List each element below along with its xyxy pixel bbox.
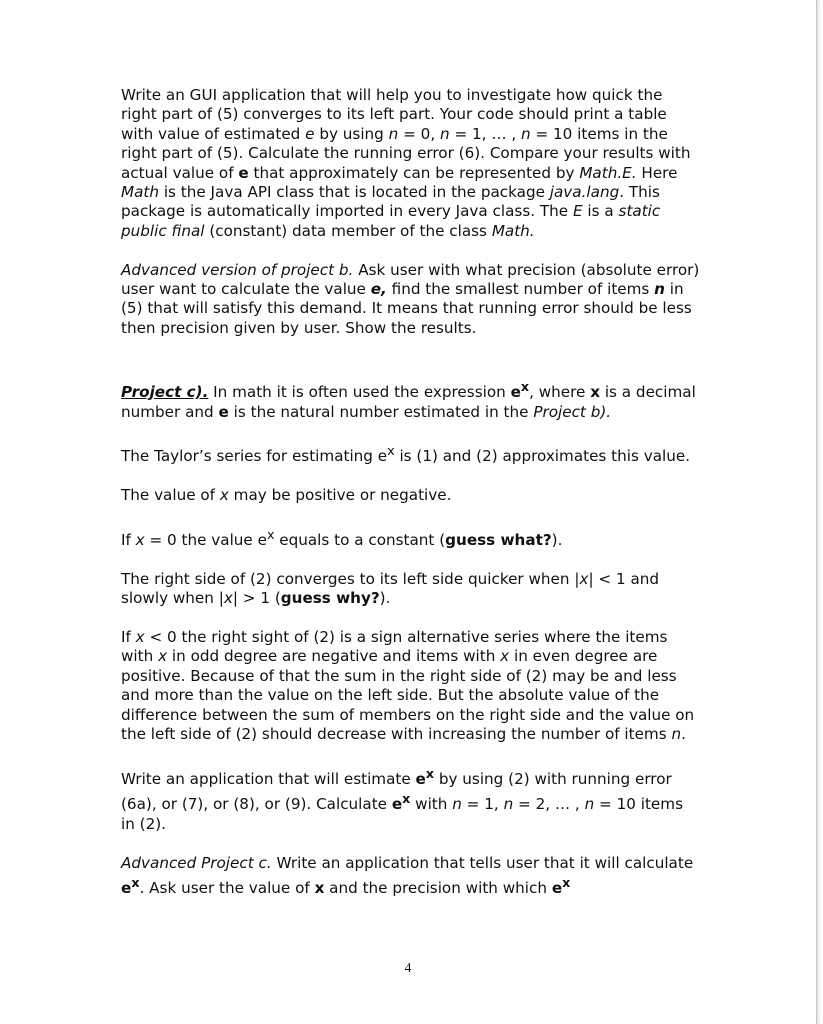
text-run: = 2, … , bbox=[513, 795, 585, 814]
text-run: Write an GUI application that will help you to investigate how quick the right part of (5) converges to its left part. Your code should print a table with value of estimated bbox=[121, 86, 667, 143]
code-math: Math bbox=[121, 183, 159, 202]
guess-why-bold: guess why? bbox=[280, 589, 380, 608]
text-run: . Ask user the value of bbox=[139, 879, 315, 898]
text-run: is a decimal number and bbox=[121, 383, 696, 421]
var-e-bold: e bbox=[121, 879, 132, 898]
text-run: (constant) data member of the class bbox=[204, 221, 492, 240]
text-run: Write an application that will estimate bbox=[121, 769, 416, 788]
var-x: x bbox=[219, 486, 229, 505]
text-run: with bbox=[410, 795, 453, 814]
paragraph-x-zero bbox=[121, 525, 701, 550]
var-x-superscript: x bbox=[425, 765, 435, 781]
code-static-public-final: static public final bbox=[121, 202, 661, 240]
text-run: = 0, bbox=[398, 124, 440, 143]
var-e: e bbox=[305, 124, 315, 143]
text-run: . This package is automatically imported in every Java class. The bbox=[121, 183, 660, 221]
code-math: Math. bbox=[491, 221, 535, 240]
text-run: = 10 items in the right part of (5). Calculate the running error (6). Compare your results with actual value of bbox=[121, 124, 691, 182]
text-run: If bbox=[121, 628, 136, 647]
text-run: and the precision with which bbox=[324, 879, 552, 898]
text-run: , where bbox=[529, 383, 591, 402]
text-run: = 1, bbox=[461, 795, 504, 814]
paragraph-taylor-series bbox=[121, 441, 701, 466]
var-x-superscript: x bbox=[387, 443, 395, 459]
var-x-bold: x bbox=[590, 383, 600, 402]
text-run: is the Java API class that is located in the package bbox=[159, 183, 550, 202]
text-run: = 10 items in (2). bbox=[121, 795, 683, 833]
text-run: by using (2) with running error (6a), or (7), or (8), or (9). Calculate bbox=[121, 769, 672, 814]
var-n: n bbox=[503, 795, 514, 814]
var-n-bold-italic: n bbox=[654, 280, 665, 299]
var-x: x bbox=[223, 589, 233, 608]
var-x-bold: x bbox=[314, 879, 325, 898]
project-b-reference: Project b). bbox=[533, 402, 612, 421]
var-x: x bbox=[135, 628, 145, 647]
var-e-bold: e bbox=[218, 402, 229, 421]
text-run: Ask user with what precision (absolute error) user want to calculate the value bbox=[121, 260, 700, 299]
paragraph-estimate-ex bbox=[121, 764, 701, 834]
text-run: in odd degree are negative and items with bbox=[167, 647, 501, 666]
text-run: | < 1 and slowly when | bbox=[121, 569, 660, 608]
text-run: | > 1 ( bbox=[232, 589, 281, 608]
var-x-superscript: x bbox=[520, 379, 530, 395]
text-run: find the smallest number of items bbox=[386, 280, 655, 299]
text-run: Here bbox=[636, 163, 678, 182]
text-run: The Taylor’s series for estimating e bbox=[121, 447, 388, 466]
var-x-superscript: x bbox=[402, 791, 411, 807]
text-run: = 1, … , bbox=[449, 124, 521, 143]
text-run: is the natural number estimated in the bbox=[228, 402, 534, 421]
code-java-lang: java.lang bbox=[549, 183, 620, 202]
page-content bbox=[121, 86, 701, 898]
project-c-heading: Project c). bbox=[121, 383, 209, 402]
advanced-b-heading: Advanced version of project b. bbox=[121, 260, 354, 279]
text-run: may be positive or negative. bbox=[228, 486, 452, 505]
text-run: If bbox=[121, 531, 136, 550]
var-x: x bbox=[500, 647, 510, 666]
var-n: n bbox=[452, 795, 462, 814]
text-run: that approximately can be represented by bbox=[248, 163, 580, 182]
paragraph-advanced-c bbox=[121, 854, 701, 899]
var-x-superscript: x bbox=[266, 526, 275, 542]
var-e-bold: e bbox=[391, 795, 403, 814]
var-e-bold: e bbox=[551, 879, 563, 898]
code-math-e: Math.E. bbox=[579, 163, 637, 182]
text-run: in (5) that will satisfy this demand. It means that running error should be less then precision given by user. Show the results. bbox=[121, 280, 692, 337]
text-run: Write an application that tells user that it will calculate bbox=[271, 853, 694, 872]
var-n: n bbox=[439, 124, 450, 143]
paragraph-convergence bbox=[121, 570, 701, 609]
paragraph-value-of-x bbox=[121, 486, 701, 505]
text-run: The value of bbox=[121, 486, 220, 505]
var-x-superscript: x bbox=[562, 875, 571, 891]
page-number: 4 bbox=[404, 960, 412, 975]
text-run: in even degree are positive. Because of that the sum in the right side of (2) may be and less and more than the value on the left side. But the absolute value of the difference between the sum of members on the right side and the value on the left side of (2) should decrease with increasing the number of items bbox=[121, 647, 695, 744]
text-run: by using bbox=[314, 124, 389, 143]
paragraph-alternating-series bbox=[121, 628, 701, 744]
var-n: n bbox=[671, 725, 682, 744]
var-e-bold-italic: e, bbox=[370, 280, 387, 299]
var-n: n bbox=[521, 124, 531, 143]
text-run: is a bbox=[582, 202, 619, 221]
paragraph-project-c bbox=[121, 377, 701, 422]
var-e-bold: e bbox=[238, 163, 249, 182]
text-run: < 0 the right sight of (2) is a sign alternative series where the items with bbox=[121, 628, 668, 666]
paragraph-gui-application bbox=[121, 86, 701, 241]
var-x-superscript: x bbox=[131, 875, 140, 891]
text-run: . bbox=[681, 725, 686, 744]
text-run: ). bbox=[551, 531, 563, 550]
text-run: is (1) and (2) approximates this value. bbox=[394, 447, 691, 466]
text-run: = 0 the value e bbox=[144, 531, 267, 550]
text-run: The right side of (2) converges to its left side quicker when | bbox=[121, 569, 580, 588]
var-x: x bbox=[158, 647, 168, 666]
var-n: n bbox=[388, 124, 399, 143]
advanced-c-heading: Advanced Project c. bbox=[121, 853, 272, 872]
var-n: n bbox=[584, 795, 595, 814]
code-e-constant: E bbox=[572, 202, 583, 221]
text-run: ). bbox=[379, 589, 391, 608]
paragraph-advanced-b bbox=[121, 261, 701, 339]
var-x: x bbox=[135, 531, 145, 550]
text-run: In math it is often used the expression bbox=[208, 383, 511, 402]
var-e-bold: e bbox=[510, 383, 521, 402]
guess-what-bold: guess what? bbox=[445, 531, 552, 550]
var-x: x bbox=[579, 569, 589, 588]
text-run: equals to a constant ( bbox=[274, 531, 446, 550]
var-e-bold: e bbox=[415, 769, 426, 788]
